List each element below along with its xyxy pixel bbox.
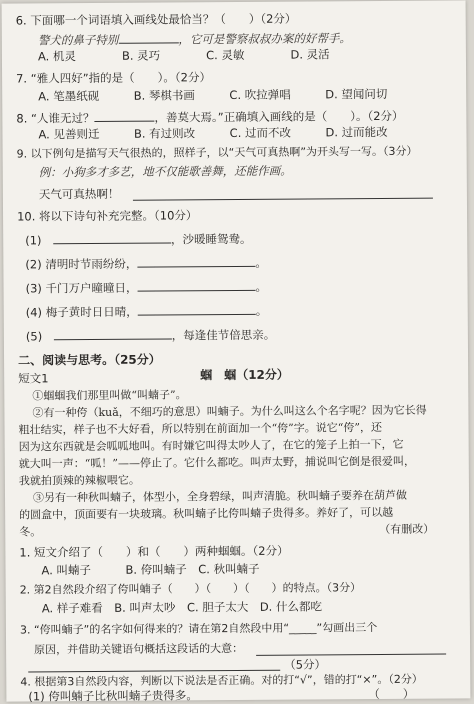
q10-blank4[interactable] xyxy=(138,302,256,316)
passage-p2-1: ②有一种侉（kuǎ，不细巧的意思）叫蝻子。为什么叫这么个名字呢？因为它长得 xyxy=(32,403,427,420)
r3-stem-2: 原因，并借助关键语句概括这段话的大意： xyxy=(34,641,244,657)
q7-options: A. 笔墨纸砚 B. 琴棋书画 C. 吹拉弹唱 D. 望闻问切 xyxy=(38,86,388,104)
q10-blank3[interactable] xyxy=(137,278,255,292)
r2-stem: 2. 第2自然段介绍了侉叫蝻子（ ）（ ）（ ）的特点。（3分） xyxy=(19,581,362,597)
q8-stem xyxy=(16,107,403,126)
passage-p3-1: ③另有一种秋叫蝻子，体型小，全身碧绿，叫声清脆。秋叫蝻子要养在葫芦做 xyxy=(32,488,408,505)
passage-p2-4: 就大叫一声：“呱！”——停止了。它什么都吃。叫声太野，捕说叫它倒是很爱叫， xyxy=(18,454,416,471)
passage-label: 短文1 xyxy=(18,371,49,386)
q10-stem: 10. 将以下诗句补充完整。（10分） xyxy=(17,208,198,224)
r4-answer-1[interactable]: （ ） xyxy=(368,686,415,702)
q10-blank1[interactable] xyxy=(53,230,171,244)
r2-options: A. 样子难看 B. 叫声太吵 C. 胆子太大 D. 什么都吃 xyxy=(41,599,323,616)
q8-options: A. 见善则迁 B. 有过则改 C. 过而不改 D. 过而能改 xyxy=(38,124,388,142)
q9-start: 天气可真热啊！ xyxy=(38,186,120,202)
q6-sentence-a: 警犬的鼻子特别 xyxy=(37,32,119,48)
q8-stem-a: 8. “人谁无过？ xyxy=(16,110,95,126)
r4-statement-1: (1) 侉叫蝻子比秋叫蝻子贵得多。 xyxy=(28,688,198,704)
passage-p3-3: 冬。 xyxy=(19,525,42,539)
r4-stem: 4. 根据第3自然段内容，判断以下说法是否正确。对的打“√”，错的打“×”。（2分） xyxy=(20,672,423,689)
q10-line1-num: (1) xyxy=(25,233,42,248)
q10-line2-text: (2) 清明时节雨纷纷， xyxy=(25,256,138,272)
passage-p2-5: 我就拍顶辣的辣椒喂它。 xyxy=(18,473,140,488)
passage-p2-2: 粗壮结实，样子也不大好看，所以特别在前面加一个“侉”字。说它“侉”，还 xyxy=(18,420,383,437)
exam-page xyxy=(2,0,471,704)
q10-line3-text: (3) 千门万户曈曈日， xyxy=(25,280,138,296)
passage-source: （有删改） xyxy=(379,522,435,537)
q7-stem: 7. “雅人四好”指的是（ ）。（2分） xyxy=(16,70,211,86)
section2-heading: 二、阅读与思考。（25分） xyxy=(18,352,161,368)
q9-answer-line[interactable] xyxy=(133,198,433,201)
r1-stem: 1. 短文介绍了（ ）和（ ）两种蝈蝈。（2分） xyxy=(19,543,289,560)
q10-line3: (3) 千门万户曈曈日， 。 xyxy=(25,279,268,296)
q10-line4-text: (4) 梅子黄时日日晴， xyxy=(25,304,138,320)
q6-stem: 6. 下面哪一个词语填入画线处最恰当？（ ）（2分） xyxy=(15,11,297,28)
q10-line5-num: (5) xyxy=(25,329,43,344)
q6-sentence xyxy=(38,29,351,47)
q10-blank2[interactable] xyxy=(137,254,255,268)
r3-score: （5分） xyxy=(284,657,327,672)
q10-line4: (4) 梅子黄时日日晴， 。 xyxy=(25,303,268,320)
q10-line1 xyxy=(25,230,251,248)
q8-blank[interactable] xyxy=(94,109,154,122)
q10-line1-text: ，沙暖睡鸳鸯。 xyxy=(170,231,252,247)
q6-blank[interactable] xyxy=(118,30,178,43)
r3-answer-line-2[interactable] xyxy=(28,670,280,673)
passage-p3-2: 的圆盒中，顶面要有一块玻璃。秋叫蝻子比侉叫蝻子贵得多。养好了，可以越 xyxy=(19,505,394,522)
r3-stem-1: 3. “侉叫蝻子”的名字如何得来的？请在第2自然段中用“_____”勾画出三个 xyxy=(19,621,378,637)
q10-blank5[interactable] xyxy=(54,326,172,340)
q10-line5 xyxy=(26,326,275,344)
passage-p1: ①蝈蝈我们那里叫做“叫蝻子”。 xyxy=(32,388,187,403)
q10-line5-text: ，每逢佳节倍思亲。 xyxy=(171,327,276,343)
q9-stem: 9. 以下例句是描写天气很热的，照样子，以“天气可真热啊”为开头写一写。（3分） xyxy=(16,144,418,161)
q8-stem-b: ，善莫大焉。”正确填入画线的是（ ）。（2分） xyxy=(154,108,404,125)
q6-sentence-b: ，它可是警察叔叔办案的好帮手。 xyxy=(178,31,351,47)
q9-example: 例：小狗多才多艺，地不仅能歌善舞，还能作画。 xyxy=(38,163,292,180)
q10-line2: (2) 清明时节雨纷纷， 。 xyxy=(25,255,267,272)
r1-options: A. 叫蝻子 B. 侉叫蝻子 C. 秋叫蝻子 xyxy=(41,561,260,578)
passage-p2-3: 因为这东西就是会呱呱地叫。有时嫌它叫得太吵人了，在它的笼子上拍一下，它 xyxy=(18,437,404,454)
q6-options: A. 机灵 B. 灵巧 C. 灵敏 D. 灵活 xyxy=(37,47,330,64)
passage-title: 蝈 蝈（12分） xyxy=(200,367,289,383)
r3-answer-line-1[interactable] xyxy=(256,654,446,656)
